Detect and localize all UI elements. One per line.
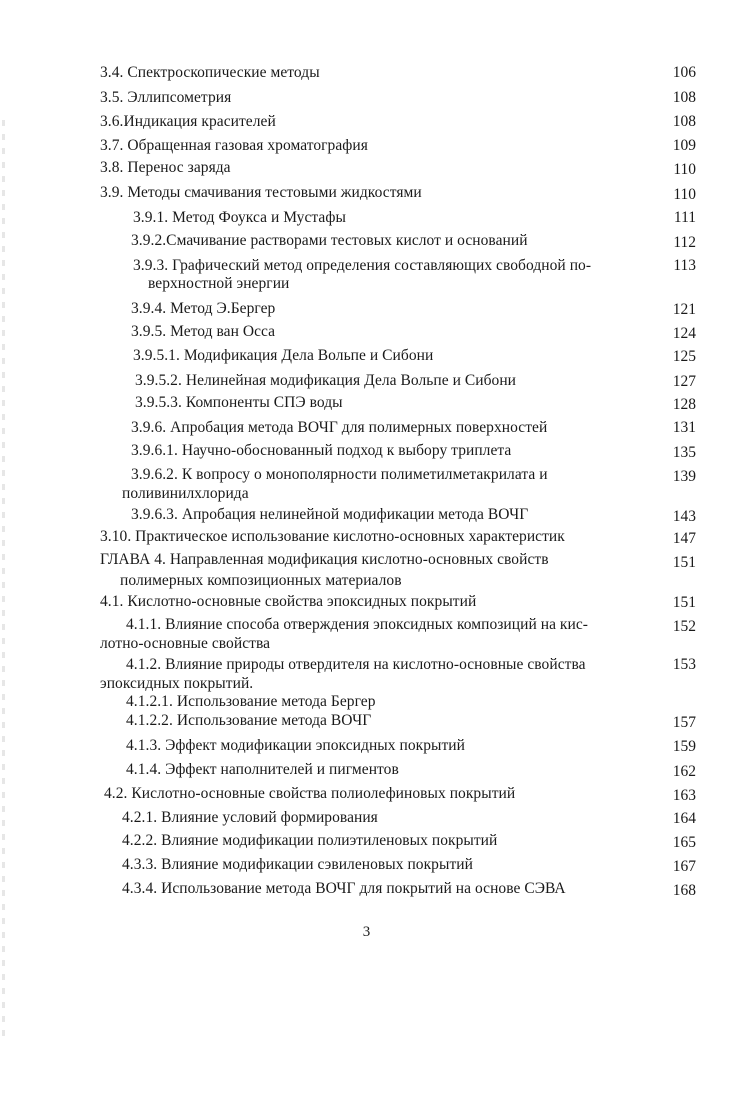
toc-page-4-1: 151	[672, 594, 696, 611]
toc-entry-3-4: 3.4. Спектроскопические методы	[100, 64, 320, 81]
toc-entry-4-1-2-1: 4.1.2.1. Использование метода Бергер	[126, 693, 376, 710]
scan-edge-artifact	[2, 120, 5, 1040]
toc-page-4-1-4: 162	[672, 763, 696, 780]
toc-page-3-9-5-3: 128	[672, 396, 696, 413]
toc-entry-3-5: 3.5. Эллипсометрия	[100, 89, 232, 106]
toc-page-4-1-3: 159	[672, 738, 696, 755]
toc-page-4-2-2: 165	[672, 834, 696, 851]
toc-entry-3-9-6-3: 3.9.6.3. Апробация нелинейной модификации метода ВОЧГ	[131, 506, 529, 523]
toc-entry-3-9-6-2-cont: поливинилхлорида	[122, 485, 249, 502]
toc-page-4-3-4: 168	[672, 882, 696, 899]
toc-page-chapter-4: 151	[672, 554, 696, 571]
toc-entry-3-9-6-1: 3.9.6.1. Научно-обоснованный подход к выбору триплета	[131, 442, 512, 459]
toc-entry-4-1-1: 4.1.1. Влияние способа отверждения эпоксидных композиций на кис-	[126, 616, 589, 633]
toc-page-3-9-1: 111	[673, 209, 696, 226]
toc-entry-4-3-4: 4.3.4. Использование метода ВОЧГ для покрытий на основе СЭВА	[122, 880, 566, 897]
toc-entry-3-9-6-2: 3.9.6.2. К вопросу о монополярности полиметилметакрилата и	[131, 466, 548, 483]
toc-entry-3-6: 3.6.Индикация красителей	[100, 113, 276, 130]
toc-entry-3-9-5: 3.9.5. Метод ван Осса	[131, 323, 276, 340]
toc-chapter-4: ГЛАВА 4. Направленная модификация кислотно-основных свойств	[100, 551, 549, 568]
toc-entry-4-3-3: 4.3.3. Влияние модификации сэвиленовых покрытий	[122, 856, 473, 873]
toc-entry-3-9-6: 3.9.6. Апробация метода ВОЧГ для полимерных поверхностей	[131, 419, 548, 436]
toc-page-4-1-2-2: 157	[672, 714, 696, 731]
toc-page-4-2: 163	[672, 787, 696, 804]
toc-page-4-1-2: 153	[672, 656, 696, 673]
toc-page-3-9-2: 112	[673, 234, 696, 251]
toc-page-4-3-3: 167	[672, 858, 696, 875]
toc-entry-3-8: 3.8. Перенос заряда	[100, 159, 231, 176]
toc-entry-3-9-5-2: 3.9.5.2. Нелинейная модификация Дела Вольпе и Сибони	[135, 372, 517, 389]
toc-entry-4-1-4: 4.1.4. Эффект наполнителей и пигментов	[126, 761, 399, 778]
toc-page-3-9-5-2: 127	[672, 373, 696, 390]
toc-entry-4-1: 4.1. Кислотно-основные свойства эпоксидных покрытий	[100, 593, 477, 610]
toc-entry-3-9-3-cont: верхностной энергии	[148, 275, 290, 292]
toc-entry-4-1-1-cont: лотно-основные свойства	[100, 635, 271, 652]
toc-page-3-4: 106	[672, 64, 696, 81]
toc-page-3-9: 110	[673, 186, 696, 203]
toc-page-3-9-6-2: 139	[672, 468, 696, 485]
toc-entry-4-2: 4.2. Кислотно-основные свойства полиолефиновых покрытий	[104, 785, 516, 802]
toc-page-3-8: 110	[673, 161, 696, 178]
toc-page-3-9-6: 131	[672, 419, 696, 436]
toc-entry-3-9: 3.9. Методы смачивания тестовыми жидкостями	[100, 184, 422, 201]
toc-page-3-9-5-1: 125	[672, 348, 696, 365]
toc-entry-4-1-2-2: 4.1.2.2. Использование метода ВОЧГ	[126, 712, 372, 729]
toc-page-3-9-6-1: 135	[672, 444, 696, 461]
page-number: 3	[362, 924, 371, 940]
toc-entry-3-9-5-1: 3.9.5.1. Модификация Дела Вольпе и Сибони	[133, 347, 434, 364]
toc-entry-3-9-1: 3.9.1. Метод Фоукса и Мустафы	[133, 209, 346, 226]
toc-page-3-10: 147	[672, 530, 696, 547]
toc-entry-3-9-3: 3.9.3. Графический метод определения составляющих свободной по-	[133, 257, 592, 274]
toc-page-3-9-4: 121	[672, 301, 696, 318]
toc-page-3-5: 108	[672, 89, 696, 106]
toc-page-4-2-1: 164	[672, 810, 696, 827]
toc-entry-4-2-1: 4.2.1. Влияние условий формирования	[122, 809, 378, 826]
toc-page-3-6: 108	[672, 113, 696, 130]
toc-entry-4-1-2-cont: эпоксидных покрытий.	[100, 675, 254, 692]
toc-entry-3-9-4: 3.9.4. Метод Э.Бергер	[131, 300, 276, 317]
toc-entry-4-2-2: 4.2.2. Влияние модификации полиэтиленовых покрытий	[122, 832, 498, 849]
toc-entry-3-7: 3.7. Обращенная газовая хроматография	[100, 137, 368, 154]
toc-entry-3-9-2: 3.9.2.Смачивание растворами тестовых кислот и оснований	[131, 232, 528, 249]
toc-page-3-9-6-3: 143	[672, 508, 696, 525]
toc-page-3-9-5: 124	[672, 325, 696, 342]
toc-chapter-4-cont: полимерных композиционных материалов	[120, 572, 402, 589]
toc-page-3-7: 109	[672, 137, 696, 154]
toc-entry-4-1-3: 4.1.3. Эффект модификации эпоксидных покрытий	[126, 737, 465, 754]
toc-entry-3-9-5-3: 3.9.5.3. Компоненты СПЭ воды	[135, 394, 343, 411]
toc-entry-4-1-2: 4.1.2. Влияние природы отвердителя на кислотно-основные свойства	[126, 656, 586, 673]
toc-page-4-1-1: 152	[672, 618, 696, 635]
toc-page-3-9-3: 113	[673, 257, 696, 274]
toc-entry-3-10: 3.10. Практическое использование кислотно-основных характеристик	[100, 528, 565, 545]
